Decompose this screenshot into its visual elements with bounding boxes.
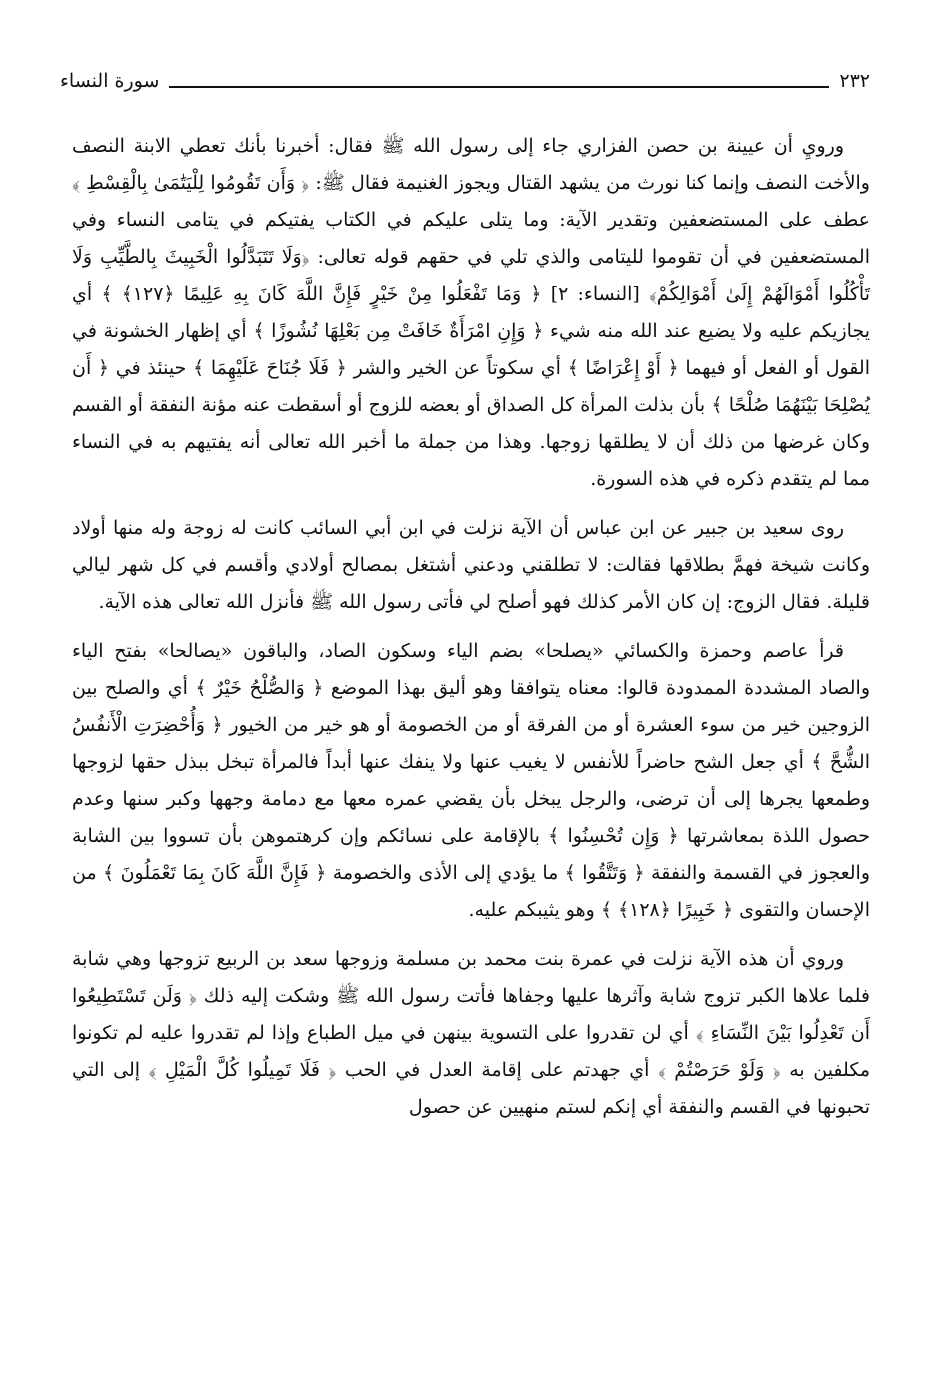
header-rule <box>169 86 829 88</box>
paragraph: وروي أن هذه الآية نزلت في عمرة بنت محمد بن مسلمة وزوجها سعد بن الربيع تزوجها وهي شابة فلما علاها الكبر تزوج شابة وآثرها عليها وجفاها فأتت رسول الله ﷺ وشكت إليه ذلك ﴿ وَلَن تَسْتَطِيعُوا أَن تَعْدِلُوا بَيْنَ النِّسَاءِ ﴾ أي لن تقدروا على التسوية بينهن في ميل الطباع وإذا لم تقدروا عليه لم تكونوا مكلفين به ﴿ وَلَوْ حَرَصْتُمْ ﴾ أي جهدتم على إقامة العدل في الحب ﴿ فَلَا تَمِيلُوا كُلَّ الْمَيْلِ ﴾ إلى التي تحبونها في القسم والنفقة أي إنكم لستم منهيين عن حصول <box>72 948 870 1118</box>
paragraph: ورويِ أن عيينة بن حصن الفزاري جاء إلى رسول الله ﷺ فقال: أخبرنا بأنك تعطي الابنة النصف والأخت النصف وإنما كنا نورث من يشهد القتال ويجوز الغنيمة فقال ﷺ: ﴿ وَأَن تَقُومُوا لِلْيَتَٰمَىٰ بِالْقِسْطِ ﴾ عطف على المستضعفين وتقدير الآية: وما يتلى عليكم في الكتاب يفتيكم في يتامى النساء وفي المستضعفين في أن تقوموا لليتامى والذي تلي في حقهم قوله تعالى: ﴿وَلَا تَتَبَدَّلُوا الْخَبِيثَ بِالطَّيِّبِ وَلَا تَأْكُلُوا أَمْوَالَهُمْ إِلَىٰ أَمْوَالِكُمْ﴾ [النساء: ٢] ﴿ وَمَا تَفْعَلُوا مِنْ خَيْرٍ فَإِنَّ اللَّهَ كَانَ بِهِ عَلِيمًا ﴿١٢٧﴾ ﴾ أي يجازيكم عليه ولا يضيع عند الله منه شيء ﴿ وَإِنِ امْرَأَةٌ خَافَتْ مِن بَعْلِهَا نُشُوزًا ﴾ أي إظهار الخشونة في القول أو الفعل أو فيهما ﴿ أَوْ إِعْرَاضًا ﴾ أي سكوتاً عن الخير والشر ﴿ فَلَا جُنَاحَ عَلَيْهِمَا ﴾ حينئذ في ﴿ أَن يُصْلِحَا بَيْنَهُمَا صُلْحًا ﴾ بأن بذلت المرأة كل الصداق أو بعضه للزوج أو أسقطت عنه مؤنة النفقة أو القسم وكان غرضها من ذلك أن لا يطلقها زوجها. وهذا من جملة ما أخبر الله تعالى أنه يفتيهم به في النساء مما لم يتقدم ذكره في هذه السورة. <box>72 135 870 490</box>
paragraph: روى سعيد بن جبير عن ابن عباس أن الآية نزلت في ابن أبي السائب كانت له زوجة وله منها أولاد وكانت شيخة فهمَّ بطلاقها فقالت: لا تطلقني ودعني أشتغل بمصالح أولادي وأقسم في كل شهر ليالي قليلة. فقال الزوج: إن كان الأمر كذلك فهو أصلح لي فأتى رسول الله ﷺ فأنزل الله تعالى هذه الآية. <box>72 517 870 613</box>
paragraph: قرأ عاصم وحمزة والكسائي «يصلحا» بضم الياء وسكون الصاد، والباقون «يصالحا» بفتح الياء والصاد المشددة الممدودة قالوا: معناه يتوافقا وهو أليق بهذا الموضع ﴿ وَالصُّلْحُ خَيْرٌ ﴾ أي والصلح بين الزوجين خير من سوء العشرة أو من الفرقة أو من الخصومة أو هو خير من الخيور ﴿ وَأُحْضِرَتِ الْأَنفُسُ الشُّحَّ ﴾ أي جعل الشح حاضراً للأنفس لا يغيب عنها ولا ينفك عنها أبداً فالمرأة تبخل ببذل حقها لزوجها وطمعها يجرها إلى أن ترضى، والرجل يبخل بأن يقضي عمره معها مع دمامة وجهها وكبر سنها وعدم حصول اللذة بمعاشرتها ﴿ وَإِن تُحْسِنُوا ﴾ بالإقامة على نسائكم وإن كرهتموهن بأن تسووا بين الشابة والعجوز في القسمة والنفقة ﴿ وَتَتَّقُوا ﴾ ما يؤدي إلى الأذى والخصومة ﴿ فَإِنَّ اللَّهَ كَانَ بِمَا تَعْمَلُونَ ﴾ من الإحسان والتقوى ﴿ خَبِيرًا ﴿١٢٨﴾ ﴾ وهو يثيبكم عليه. <box>72 640 870 921</box>
page-header <box>60 62 870 94</box>
page-number: ٢٣٢ <box>839 70 870 92</box>
surah-title: سورة النساء <box>60 70 160 92</box>
page-body <box>72 128 870 1126</box>
